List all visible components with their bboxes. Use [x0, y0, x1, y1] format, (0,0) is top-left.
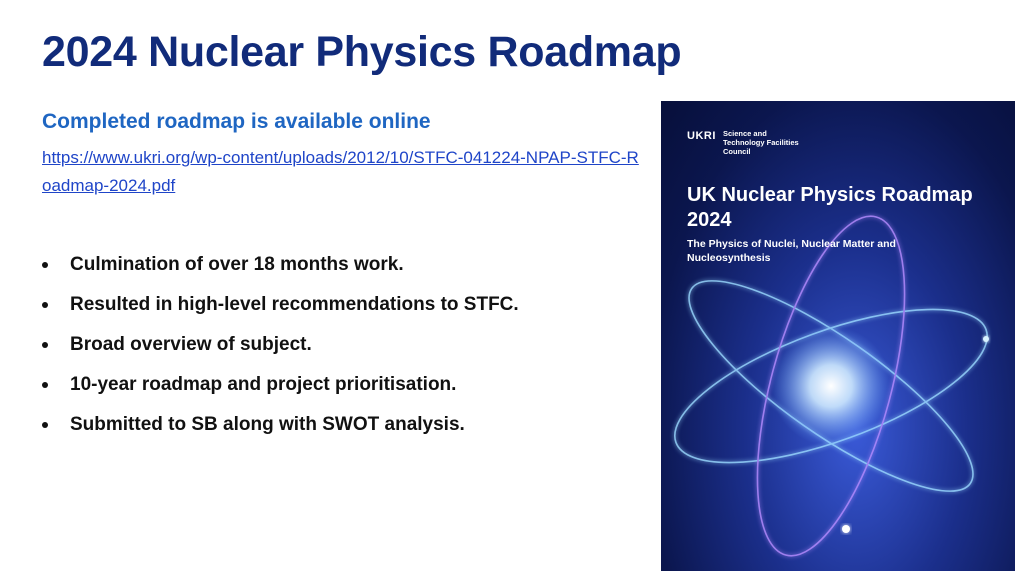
bullet-list [42, 245, 519, 445]
slide-title: 2024 Nuclear Physics Roadmap [42, 28, 682, 76]
bullet-item [42, 325, 519, 365]
bullet-item [42, 245, 519, 285]
ukri-logo [687, 129, 803, 156]
bullet-item [42, 285, 519, 325]
bullet-icon [42, 422, 48, 428]
bullet-text: 10-year roadmap and project prioritisation. [70, 374, 457, 395]
cover-subtitle: The Physics of Nuclei, Nuclear Matter and Nucleosynthesis [687, 238, 896, 264]
nucleus-glow-icon [771, 326, 891, 446]
atom-orbits-icon [661, 101, 1015, 571]
slide-subtitle: Completed roadmap is available online [42, 110, 431, 133]
bullet-text: Broad overview of subject. [70, 334, 312, 355]
bullet-icon [42, 262, 48, 268]
bullet-icon [42, 382, 48, 388]
roadmap-cover-image [661, 101, 1015, 571]
cover-title: UK Nuclear Physics Roadmap 2024 [687, 184, 973, 231]
stfc-logo-text: Science and Technology Facilities Council [723, 129, 799, 156]
bullet-icon [42, 342, 48, 348]
bullet-item [42, 405, 519, 445]
bullet-icon [42, 302, 48, 308]
bullet-text: Culmination of over 18 months work. [70, 254, 404, 275]
roadmap-link[interactable]: https://www.ukri.org/wp-content/uploads/2012/10/STFC-041224-NPAP-STFC-Roadmap-2024.pdf [42, 148, 639, 195]
bullet-item [42, 365, 519, 405]
bullet-text: Resulted in high-level recommendations to STFC. [70, 294, 519, 315]
ukri-logo-mark: UKRI [687, 129, 716, 142]
bullet-text: Submitted to SB along with SWOT analysis. [70, 414, 465, 435]
